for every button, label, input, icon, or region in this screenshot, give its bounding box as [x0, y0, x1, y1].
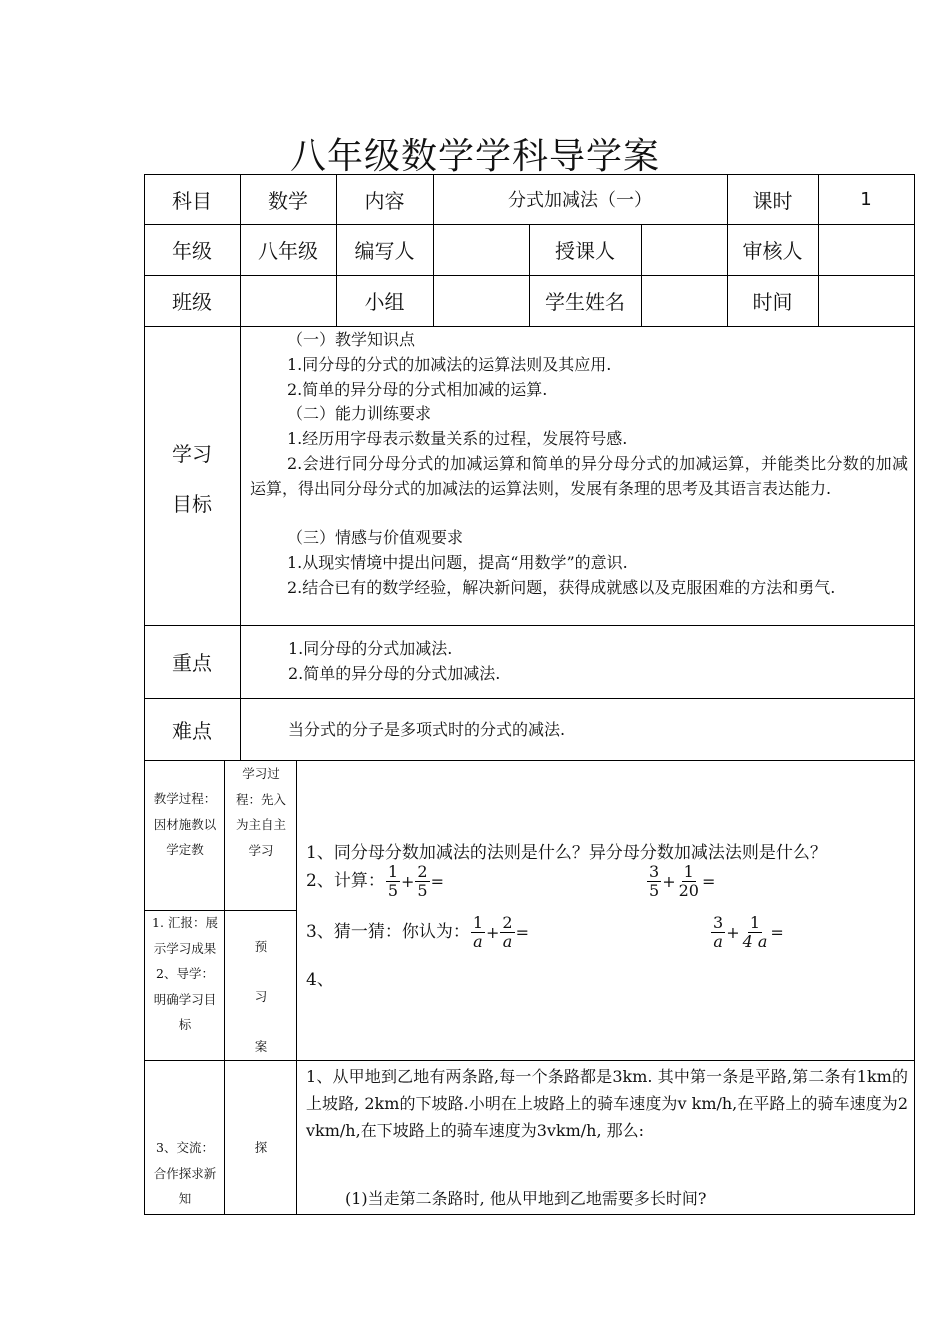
- subject-value: 数学: [268, 188, 308, 213]
- time-label: 时间: [752, 290, 793, 314]
- learning-process-label: 学习过程：先入为主自主学习: [235, 766, 286, 858]
- objectives-label-2: 目标: [172, 492, 212, 516]
- fraction: $\frac{1}{20}$: [678, 862, 699, 900]
- grade-value: 八年级: [258, 239, 318, 263]
- objectives-label: [144, 326, 240, 625]
- preview-question-4: 4、: [306, 970, 334, 990]
- student-name-label: 学生姓名: [545, 290, 625, 314]
- page-title: 八年级数学学科导学案: [289, 136, 660, 177]
- knowledge-item-2: 2.简单的异分母的分式相加减的运算.: [287, 380, 548, 399]
- emotion-item-1: 1.从现实情境中提出问题，提高“用数学”的意识.: [287, 553, 628, 572]
- subject-label: 科目: [172, 188, 212, 213]
- explore-label: 探: [254, 1140, 268, 1155]
- key-points-label: 重点: [172, 651, 212, 675]
- fraction: $\frac{2}{5}$: [417, 862, 428, 900]
- fraction: $\frac{1}{5}$: [387, 862, 399, 900]
- explore-question-1: (1)当走第二条路时, 他从甲地到乙地需要多长时间?: [345, 1189, 707, 1208]
- preview-question-3: 3、猜一猜：你认为： $\frac{1}{a}$ + $\frac{2}{a}$ =: [306, 913, 530, 951]
- difficulty-label: 难点: [172, 718, 212, 743]
- class-label: 班级: [172, 290, 212, 314]
- ability-item-2: 2.会进行同分母分式的加减运算和简单的异分母分式的加减运算，并能类比分数的加减运算，得出同分母分式的加减法的运算法则，发展有条理的思考及其语言表达能力.: [250, 454, 908, 498]
- teacher-label: 授课人: [555, 239, 615, 263]
- objectives-label-1: 学习: [172, 442, 212, 466]
- key-point-1: 1.同分母的分式加减法.: [288, 639, 453, 658]
- knowledge-heading: （一）教学知识点: [287, 330, 416, 349]
- difficulty-text: 当分式的分子是多项式时的分式的减法.: [288, 720, 566, 739]
- teaching-process-label: 教学过程：因材施教以学定教: [153, 791, 217, 857]
- exchange-label: 3、交流：合作探求新知: [153, 1140, 217, 1206]
- content-label: 内容: [364, 188, 405, 213]
- report-guide-label: 1. 汇报：展示学习成果 2、导学：明确学习目标: [152, 915, 218, 1032]
- explore-text: 1、从甲地到乙地有两条路,每一个条路都是3km. 其中第一条是平路,第二条有1km的上坡路, 2km的下坡路.小明在上坡路上的骑车速度为v km/h,在平路上的骑车速度为2 vkm/h,在下坡路上的骑车速度为3vkm/h, 那么:: [306, 1067, 908, 1140]
- fraction: $\frac{3}{a}$: [713, 913, 724, 951]
- fraction: $\frac{2}{a}$: [502, 913, 513, 951]
- preview-question-2-prefix: 2、计算：: [306, 871, 385, 891]
- preview-question-1: 1、同分母分数加减法的法则是什么？异分母分数加减法法则是什么？: [306, 843, 827, 863]
- preview-question-3b: $\frac{3}{a}$ + $\frac{1}{4 a}$ =: [713, 913, 784, 951]
- fraction: $\frac{3}{5}$: [649, 862, 660, 900]
- grade-label: 年级: [172, 239, 212, 263]
- preview-question-2: 2、计算： $\frac{1}{5}$ + $\frac{2}{5}$ =: [306, 862, 445, 900]
- emotion-heading: （三）情感与价值观要求: [287, 528, 464, 547]
- preview-question-2b: $\frac{3}{5}$ + $\frac{1}{20}$ =: [649, 862, 716, 900]
- writer-label: 编写人: [354, 239, 415, 263]
- fraction: $\frac{1}{4 a}$: [742, 913, 768, 951]
- fraction: $\frac{1}{a}$: [472, 913, 484, 951]
- preview-label: 预习案: [254, 939, 268, 1054]
- ability-item-1: 1.经历用字母表示数量关系的过程，发展符号感.: [287, 429, 628, 448]
- knowledge-item-1: 1.同分母的分式的加减法的运算法则及其应用.: [287, 355, 612, 374]
- emotion-item-2: 2.结合已有的数学经验，解决新问题，获得成就感以及克服困难的方法和勇气.: [287, 578, 836, 597]
- ability-heading: （二）能力训练要求: [287, 404, 432, 423]
- preview-question-3-prefix: 3、猜一猜：你认为：: [306, 922, 470, 942]
- key-point-2: 2.简单的异分母的分式加减法.: [288, 664, 501, 683]
- group-label: 小组: [364, 290, 405, 314]
- reviewer-label: 审核人: [742, 239, 803, 263]
- period-value: 1: [860, 188, 872, 210]
- period-label: 课时: [752, 188, 793, 213]
- content-value: 分式加减法（一）: [508, 190, 652, 211]
